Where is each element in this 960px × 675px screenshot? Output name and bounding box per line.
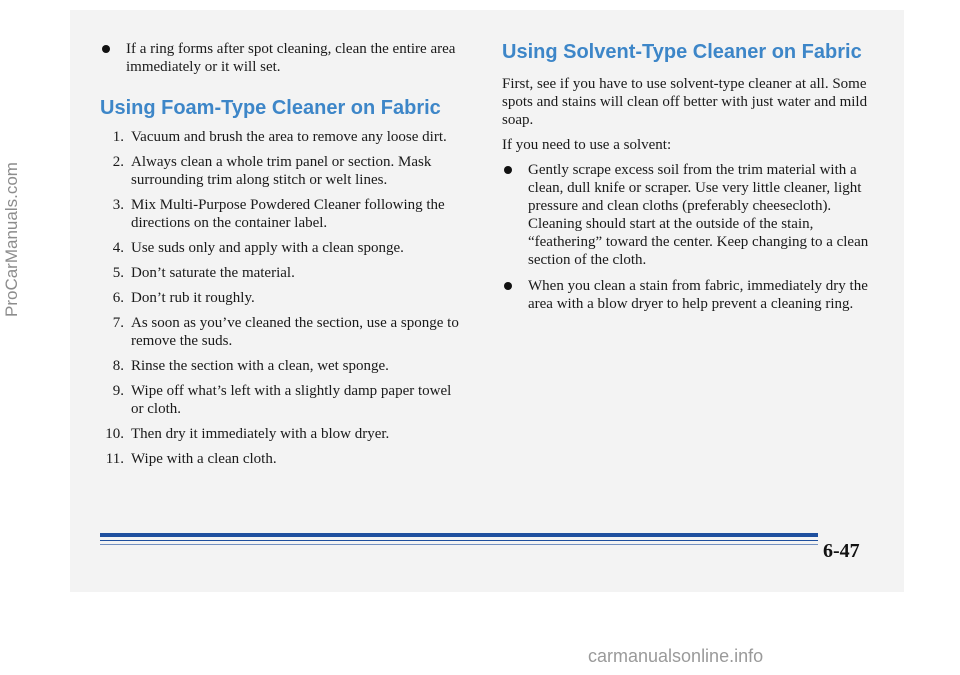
- right-column: [502, 40, 872, 321]
- bullet-icon: [504, 166, 512, 174]
- solvent-bullet: [502, 277, 872, 313]
- step-number: 9.: [112, 383, 124, 399]
- bullet-icon: [102, 45, 110, 53]
- step-item: [100, 289, 460, 307]
- step-item: [100, 450, 460, 468]
- solvent-bullet: [502, 161, 872, 269]
- footer-rule-thin-1: [100, 540, 818, 541]
- step-item: [100, 128, 460, 146]
- step-number: 3.: [112, 197, 124, 213]
- step-text: Use suds only and apply with a clean sponge.: [131, 240, 404, 256]
- step-number: 2.: [112, 154, 124, 170]
- step-number: 10.: [105, 426, 124, 442]
- step-number: 4.: [112, 240, 124, 256]
- solvent-lead-paragraph: If you need to use a solvent:: [502, 137, 672, 153]
- solvent-bullets: [502, 161, 872, 313]
- footer-rule-thick: [100, 533, 818, 537]
- step-number: 7.: [112, 315, 124, 331]
- step-text: Wipe with a clean cloth.: [131, 451, 277, 467]
- foam-cleaner-steps: [100, 128, 460, 468]
- step-text: Don’t saturate the material.: [131, 265, 295, 281]
- intro-bullet-text: If a ring forms after spot cleaning, clean the entire area immediately or it will set.: [126, 41, 456, 75]
- footer-rule-thin-2: [100, 544, 818, 545]
- step-text: Mix Multi-Purpose Powdered Cleaner following the directions on the container label.: [131, 197, 445, 231]
- step-number: 5.: [112, 265, 124, 281]
- step-text: Rinse the section with a clean, wet sponge.: [131, 358, 389, 374]
- solvent-bullet-text: Gently scrape excess soil from the trim material with a clean, dull knife or scraper. Use very little cleaner, light pressure and clean cloths (preferably cheesecloth). Cleaning should start at the outside of the stain, “feathering” toward the center. Keep changing to a clean section of the cloth.: [528, 162, 869, 268]
- step-text: Wipe off what’s left with a slightly damp paper towel or cloth.: [131, 383, 452, 417]
- side-watermark: ProCarManuals.com: [2, 162, 21, 318]
- solvent-cleaner-heading: Using Solvent-Type Cleaner on Fabric: [502, 41, 862, 63]
- page-number: 6-47: [823, 540, 860, 562]
- foam-cleaner-heading: Using Foam-Type Cleaner on Fabric: [100, 97, 441, 119]
- solvent-intro-paragraph: First, see if you have to use solvent-type cleaner at all. Some spots and stains will clean off better with just water and mild soap.: [502, 76, 868, 128]
- bottom-watermark: carmanualsonline.info: [588, 646, 764, 666]
- step-item: [100, 314, 460, 350]
- step-text: Always clean a whole trim panel or section. Mask surrounding trim along stitch or welt lines.: [131, 154, 432, 188]
- step-number: 11.: [105, 451, 124, 467]
- step-text: Then dry it immediately with a blow dryer.: [131, 426, 390, 442]
- step-text: Don’t rub it roughly.: [131, 290, 255, 306]
- step-item: [100, 264, 460, 282]
- step-text: Vacuum and brush the area to remove any loose dirt.: [131, 129, 447, 145]
- intro-bullet: [100, 40, 460, 76]
- solvent-bullet-text: When you clean a stain from fabric, immediately dry the area with a blow dryer to help prevent a cleaning ring.: [528, 278, 868, 312]
- step-number: 1.: [112, 129, 124, 145]
- step-item: [100, 382, 460, 418]
- step-text: As soon as you’ve cleaned the section, use a sponge to remove the suds.: [131, 315, 459, 349]
- left-column: [100, 40, 460, 475]
- step-item: [100, 153, 460, 189]
- step-item: [100, 239, 460, 257]
- bullet-icon: [504, 282, 512, 290]
- step-item: [100, 196, 460, 232]
- step-item: [100, 357, 460, 375]
- step-item: [100, 425, 460, 443]
- step-number: 8.: [112, 358, 124, 374]
- step-number: 6.: [112, 290, 124, 306]
